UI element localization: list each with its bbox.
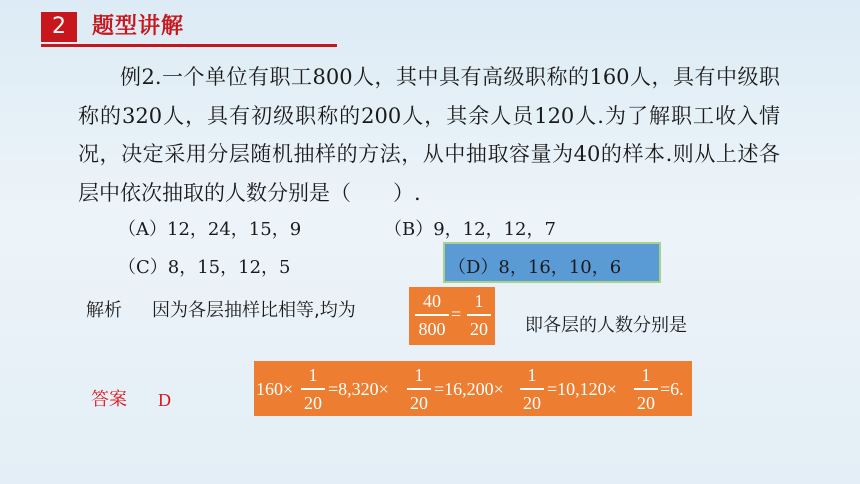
choice-c: （C）8，15，12，5: [118, 257, 291, 278]
fraction-denominator: 800: [418, 318, 446, 339]
fraction-denominator: 20: [304, 392, 322, 413]
fraction-denominator: 20: [470, 318, 488, 339]
answer-label: 答案: [91, 389, 127, 410]
calc-result: =16,200×: [434, 379, 504, 399]
choice-d: （D）8，16，10，6: [448, 257, 622, 278]
header-underline: [41, 44, 337, 47]
calc-fraction: [520, 364, 544, 414]
fraction-bar: [301, 388, 325, 390]
fraction-40-over-800: [415, 290, 449, 340]
problem-statement: 例2.一个单位有职工800人，其中具有高级职称的160人，具有中级职称的320人，具有初级职称的200人，其余人员120人.为了解职工收入情况，决定采用分层随机抽样的方法，从中抽取容量为40的样本.则从上述各层中依次抽取的人数分别是（ ）.: [78, 65, 780, 205]
fraction-numerator: 1: [474, 291, 484, 311]
choice-b: （B）9，12，12，7: [384, 219, 556, 240]
fraction-numerator: 40: [423, 291, 441, 311]
calc-fraction: [407, 364, 431, 414]
calc-fraction: [634, 364, 658, 414]
fraction-1-over-20: [467, 290, 491, 340]
fraction-bar: [520, 388, 544, 390]
fraction-bar: [467, 314, 491, 316]
analysis-label: 解析: [86, 300, 122, 321]
calc-prefix: 160×: [256, 379, 294, 399]
fraction-numerator: 1: [641, 365, 651, 385]
choice-a: （A）12，24，15，9: [118, 219, 302, 240]
analysis-followup-text: 即各层的人数分别是: [525, 315, 687, 336]
fraction-numerator: 1: [308, 365, 318, 385]
fraction-denominator: 20: [523, 392, 541, 413]
section-title: 题型讲解: [92, 14, 185, 39]
fraction-numerator: 1: [414, 365, 424, 385]
calc-result: =8,320×: [328, 379, 389, 399]
fraction-bar: [634, 388, 658, 390]
calc-result: =10,120×: [547, 379, 617, 399]
analysis-text: 因为各层抽样比相等,均为: [152, 300, 356, 321]
fraction-denominator: 20: [637, 392, 655, 413]
equals-sign: =: [451, 304, 462, 324]
sampling-ratio-box: [409, 287, 495, 345]
section-number-badge: 2: [41, 12, 77, 42]
fraction-bar: [407, 388, 431, 390]
calculation-box: [254, 361, 692, 416]
fraction-bar: [415, 314, 449, 316]
fraction-denominator: 20: [410, 392, 428, 413]
answer-letter: D: [158, 390, 171, 410]
calc-fraction: [301, 364, 325, 414]
calc-result: =6.: [660, 379, 684, 399]
fraction-numerator: 1: [527, 365, 537, 385]
